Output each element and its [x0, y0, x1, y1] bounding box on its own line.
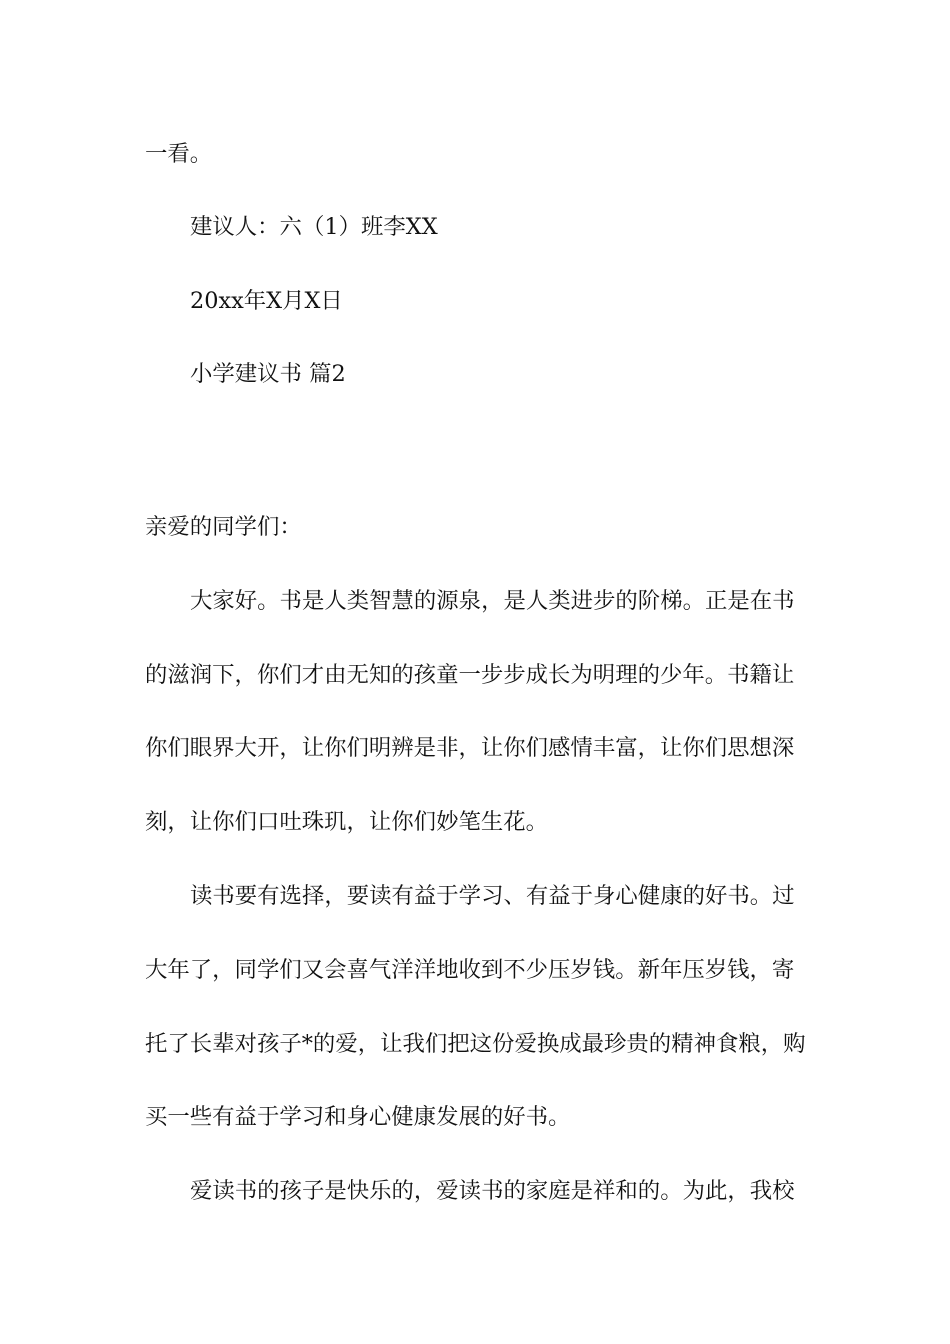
proposer-signature: 建议人：六（1）班李XX	[190, 214, 438, 240]
paragraph-2-line-3: 托了长辈对孩子*的爱，让我们把这份爱换成最珍贵的精神食粮，购	[145, 1031, 806, 1057]
paragraph-1-line-1: 大家好。书是人类智慧的源泉，是人类进步的阶梯。正是在书	[190, 588, 795, 614]
salutation: 亲爱的同学们：	[145, 514, 302, 540]
paragraph-1-line-2: 的滋润下，你们才由无知的孩童一步步成长为明理的少年。书籍让	[145, 662, 795, 688]
date-line: 20xx年X月X日	[190, 288, 343, 314]
text-line-closing: 一看。	[145, 141, 213, 167]
paragraph-2-line-4: 买一些有益于学习和身心健康发展的好书。	[145, 1104, 571, 1130]
paragraph-1-line-4: 刻，让你们口吐珠玑，让你们妙笔生花。	[145, 809, 549, 835]
section-title: 小学建议书 篇2	[190, 361, 346, 387]
paragraph-3-line-1: 爱读书的孩子是快乐的，爱读书的家庭是祥和的。为此，我校	[190, 1178, 795, 1204]
paragraph-2-line-2: 大年了，同学们又会喜气洋洋地收到不少压岁钱。新年压岁钱，寄	[145, 957, 795, 983]
paragraph-1-line-3: 你们眼界大开，让你们明辨是非，让你们感情丰富，让你们思想深	[145, 735, 795, 761]
paragraph-2-line-1: 读书要有选择，要读有益于学习、有益于身心健康的好书。过	[190, 883, 795, 909]
